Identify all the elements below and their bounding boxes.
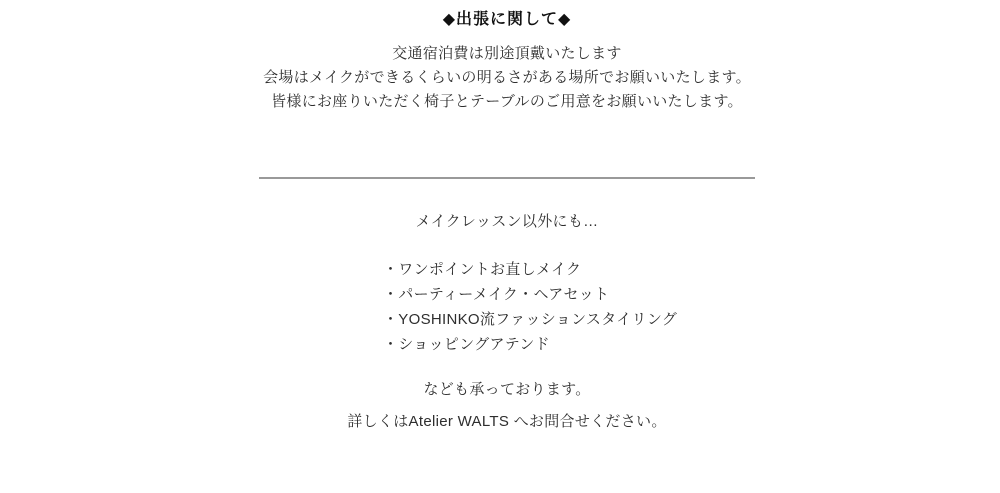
list-item-shopping-attend: ・ショッピングアテンド [383, 336, 550, 353]
services-intro: メイクレッスン以外にも… [415, 213, 599, 230]
list-item-party-makeup-hairset: ・パーティーメイク・ヘアセット [383, 286, 610, 303]
services-list [383, 257, 1000, 357]
list-item-touchup-makeup: ・ワンポイントお直しメイク [383, 261, 582, 278]
trip-note-fees: 交通宿泊費は別途頂戴いたします [392, 45, 622, 62]
business-trip-heading: ◆出張に関して◆ [442, 11, 572, 28]
section-divider [259, 177, 755, 179]
trip-note-venue: 会場はメイクができるくらいの明るさがある場所でお願いいたします。 [263, 69, 751, 86]
trip-note-seating: 皆様にお座りいただく椅子とテーブルのご用意をお願いいたします。 [271, 93, 743, 110]
services-outro: なども承っております。 [423, 381, 591, 398]
business-trip-notes [14, 42, 1000, 114]
list-item-fashion-styling: ・YOSHINKO流ファッションスタイリング [383, 311, 678, 328]
contact-note: 詳しくはAtelier WALTS へお問合せください。 [347, 413, 667, 430]
